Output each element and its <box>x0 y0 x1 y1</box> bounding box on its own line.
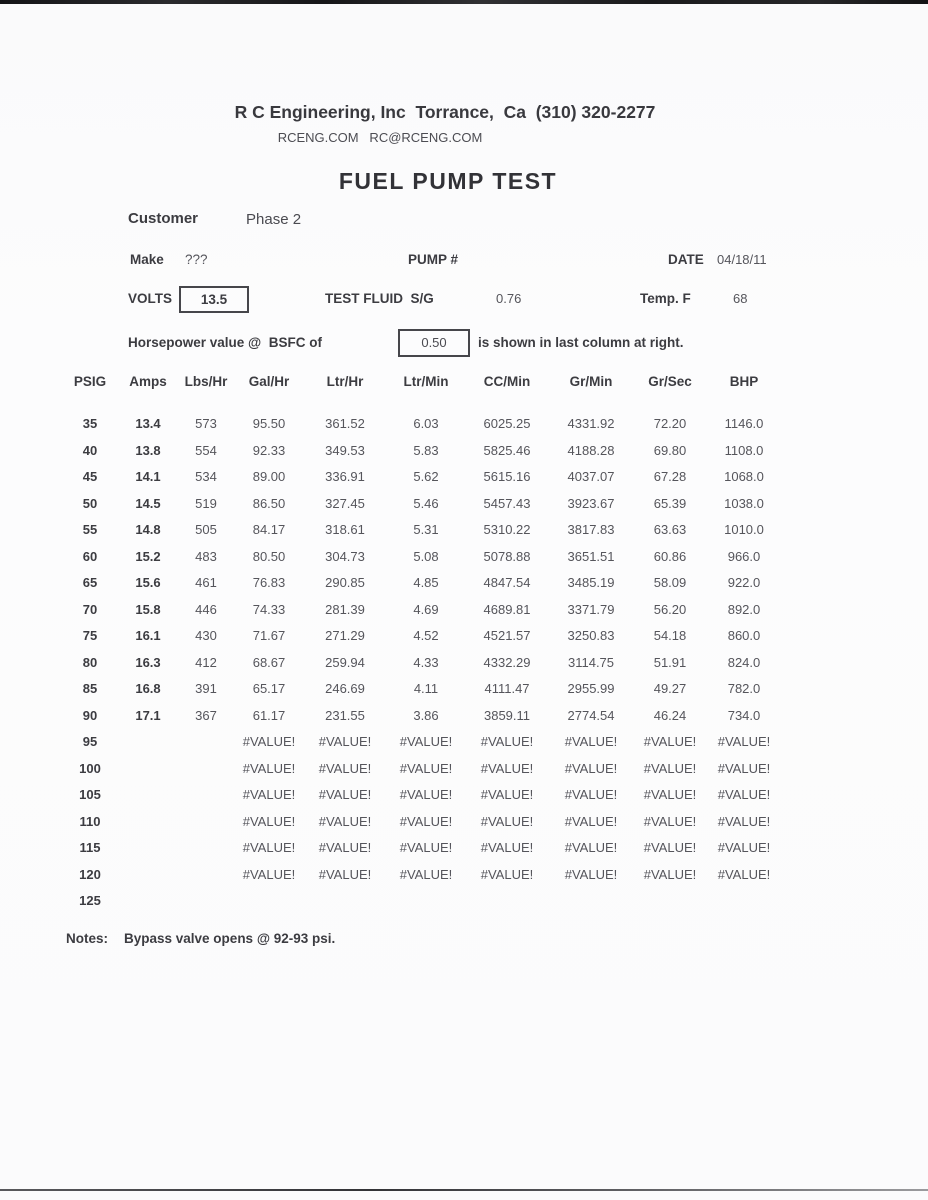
bsfc-value-box <box>398 329 470 357</box>
column-header-ltr-hr: Ltr/Hr <box>326 374 364 389</box>
table-cell: 5825.46 <box>483 442 531 458</box>
date-label: DATE <box>668 252 704 267</box>
table-cell: #VALUE! <box>242 840 296 855</box>
table-cell <box>120 862 176 889</box>
table-cell <box>176 809 236 836</box>
table-cell: #VALUE! <box>717 866 771 882</box>
bsfc-value: 0.50 <box>421 335 447 350</box>
table-cell: 51.91 <box>653 654 687 670</box>
table-cell: 46.24 <box>653 707 687 723</box>
table-cell: 3923.67 <box>567 495 615 511</box>
table-cell: 100 <box>79 760 101 776</box>
table-cell: #VALUE! <box>643 787 697 802</box>
table-cell: 5310.22 <box>483 522 531 537</box>
column-header-bhp: BHP <box>729 374 759 389</box>
table-cell: 13.4 <box>135 416 161 431</box>
table-cell: 824.0 <box>727 654 761 670</box>
table-cell: 4037.07 <box>567 469 615 484</box>
column-header-gal-hr: Gal/Hr <box>248 374 290 389</box>
table-cell <box>120 729 176 756</box>
table-cell: 430 <box>195 628 217 643</box>
table-cell: 95.50 <box>252 416 286 431</box>
table-cell: 1068.0 <box>724 469 764 484</box>
table-row <box>60 888 780 915</box>
volts-value: 13.5 <box>200 292 228 307</box>
table-cell: 90 <box>82 707 98 723</box>
table-cell: 16.1 <box>135 628 161 643</box>
table-cell: 120 <box>79 866 101 882</box>
table-cell: 1108.0 <box>724 442 764 458</box>
temp-value: 68 <box>733 291 748 306</box>
table-cell: 554 <box>195 442 217 458</box>
table-cell: #VALUE! <box>318 760 372 776</box>
table-cell: 3651.51 <box>567 548 615 564</box>
table-cell <box>176 888 236 915</box>
table-cell: 860.0 <box>727 628 761 643</box>
table-cell: #VALUE! <box>564 787 618 802</box>
test-fluid-label: TEST FLUID S/G <box>325 291 434 306</box>
table-cell: 391 <box>195 681 217 696</box>
table-cell: 2955.99 <box>567 681 615 696</box>
table-cell: 5.46 <box>413 495 439 511</box>
column-header-gr-min: Gr/Min <box>569 374 613 389</box>
column-header-ltr-min: Ltr/Min <box>403 374 449 389</box>
table-cell: #VALUE! <box>480 734 534 749</box>
table-cell: 412 <box>195 654 217 670</box>
table-cell: #VALUE! <box>318 734 372 749</box>
table-cell: 4188.28 <box>567 442 615 458</box>
table-row <box>60 464 780 491</box>
table-cell: 15.6 <box>135 575 161 590</box>
make-label: Make <box>130 252 164 267</box>
table-cell: 304.73 <box>325 548 365 564</box>
table-cell: #VALUE! <box>643 840 697 855</box>
bsfc-prefix-label: Horsepower value @ BSFC of <box>128 335 322 350</box>
table-header-row <box>60 372 780 411</box>
table-cell: 4.85 <box>413 575 439 590</box>
table-cell: #VALUE! <box>564 813 618 829</box>
table-cell: 89.00 <box>252 469 286 484</box>
table-cell: 519 <box>195 495 217 511</box>
table-cell: #VALUE! <box>480 760 534 776</box>
table-cell: 734.0 <box>727 707 761 723</box>
bsfc-suffix-label: is shown in last column at right. <box>478 335 684 350</box>
table-row <box>60 703 780 730</box>
table-cell: #VALUE! <box>399 760 453 776</box>
table-cell: #VALUE! <box>399 866 453 882</box>
table-cell: 16.8 <box>135 681 161 696</box>
table-cell: #VALUE! <box>480 866 534 882</box>
make-value: ??? <box>185 252 208 267</box>
table-cell <box>120 782 176 809</box>
table-cell: 5078.88 <box>483 548 531 564</box>
table-cell: #VALUE! <box>717 734 771 749</box>
table-cell: #VALUE! <box>399 813 453 829</box>
table-cell: 35 <box>82 416 98 431</box>
table-cell: 259.94 <box>325 654 365 670</box>
table-cell: 125 <box>79 893 101 908</box>
table-cell: 2774.54 <box>567 707 615 723</box>
table-cell: 76.83 <box>252 575 286 590</box>
table-cell: 71.67 <box>252 628 286 643</box>
table-cell: #VALUE! <box>480 813 534 829</box>
table-cell: 3371.79 <box>567 601 615 617</box>
table-cell: 85 <box>82 681 98 696</box>
table-cell: 45 <box>82 469 98 484</box>
scan-artifact-bottom-edge <box>0 1189 928 1191</box>
table-cell: 4689.81 <box>483 601 531 617</box>
table-cell <box>176 782 236 809</box>
table-cell: 56.20 <box>653 601 687 617</box>
table-row <box>60 597 780 624</box>
table-cell: 3485.19 <box>567 575 615 590</box>
volts-label: VOLTS <box>128 291 173 306</box>
table-cell: 5.62 <box>413 469 439 484</box>
table-cell: 5457.43 <box>483 495 531 511</box>
table-row <box>60 491 780 518</box>
table-cell: 14.8 <box>135 522 161 537</box>
table-cell: #VALUE! <box>480 840 534 855</box>
table-cell <box>120 756 176 783</box>
table-cell: #VALUE! <box>717 840 771 855</box>
table-cell <box>388 888 464 915</box>
table-row <box>60 517 780 544</box>
table-cell: #VALUE! <box>399 840 453 855</box>
date-value: 04/18/11 <box>717 252 767 267</box>
table-cell: 892.0 <box>727 601 761 617</box>
company-header: R C Engineering, Inc Torrance, Ca (310) 320-2277 <box>234 102 656 122</box>
table-cell: #VALUE! <box>717 760 771 776</box>
table-cell: #VALUE! <box>717 787 771 802</box>
table-cell: 110 <box>79 813 101 829</box>
table-cell: 70 <box>82 601 98 617</box>
table-cell <box>120 888 176 915</box>
table-cell: 84.17 <box>252 522 286 537</box>
table-cell: #VALUE! <box>242 760 296 776</box>
results-table <box>60 372 780 915</box>
column-header-lbs-hr: Lbs/Hr <box>184 374 228 389</box>
scan-artifact-top-edge <box>0 0 928 4</box>
table-cell: 1146.0 <box>724 416 764 431</box>
table-cell: 922.0 <box>727 575 761 590</box>
table-cell: 105 <box>79 787 101 802</box>
table-cell: 95 <box>82 734 98 749</box>
table-cell: 80 <box>82 654 98 670</box>
table-cell: 60 <box>82 548 98 564</box>
table-cell: #VALUE! <box>480 787 534 802</box>
table-cell: 72.20 <box>653 416 687 431</box>
table-row <box>60 676 780 703</box>
table-cell: 336.91 <box>325 469 365 484</box>
table-cell: #VALUE! <box>242 787 296 802</box>
table-cell: 58.09 <box>653 575 687 590</box>
table-cell: 349.53 <box>325 442 365 458</box>
table-cell: #VALUE! <box>399 734 453 749</box>
table-cell: 966.0 <box>727 548 761 564</box>
table-cell: #VALUE! <box>643 760 697 776</box>
table-cell: 65 <box>82 575 98 590</box>
table-cell <box>236 888 302 915</box>
customer-value: Phase 2 <box>246 211 302 228</box>
table-cell <box>302 888 388 915</box>
table-row <box>60 650 780 677</box>
table-cell <box>550 888 632 915</box>
table-cell: 290.85 <box>325 575 365 590</box>
table-row <box>60 570 780 597</box>
table-cell: 16.3 <box>135 654 161 670</box>
table-cell: 4.52 <box>413 628 439 643</box>
table-cell: 14.5 <box>135 495 161 511</box>
table-cell: 60.86 <box>653 548 687 564</box>
table-cell: 446 <box>195 601 217 617</box>
table-cell: 3859.11 <box>483 707 531 723</box>
table-cell: 782.0 <box>727 681 761 696</box>
notes-text: Bypass valve opens @ 92-93 psi. <box>124 931 336 946</box>
table-row <box>60 411 780 438</box>
table-cell: 6025.25 <box>483 416 531 431</box>
table-cell: #VALUE! <box>318 866 372 882</box>
table-cell: 17.1 <box>135 707 161 723</box>
table-cell: 1038.0 <box>724 495 764 511</box>
table-cell: 86.50 <box>252 495 286 511</box>
table-cell: 65.17 <box>252 681 286 696</box>
table-cell: 4331.92 <box>567 416 615 431</box>
table-cell: 1010.0 <box>724 522 764 537</box>
table-cell: 61.17 <box>252 707 286 723</box>
table-row <box>60 438 780 465</box>
table-cell: #VALUE! <box>242 813 296 829</box>
table-row <box>60 809 780 836</box>
table-row <box>60 623 780 650</box>
table-cell: 4.11 <box>413 681 439 696</box>
table-cell <box>632 888 708 915</box>
table-cell: #VALUE! <box>564 840 618 855</box>
table-cell: 3250.83 <box>567 628 615 643</box>
table-cell <box>176 835 236 862</box>
table-cell: 5.08 <box>413 548 439 564</box>
table-row <box>60 756 780 783</box>
table-cell: 115 <box>79 840 101 855</box>
table-row <box>60 729 780 756</box>
table-cell: #VALUE! <box>564 866 618 882</box>
temp-label: Temp. F <box>640 291 691 306</box>
table-cell: 80.50 <box>252 548 286 564</box>
test-fluid-value: 0.76 <box>496 291 522 306</box>
table-cell: 3114.75 <box>567 654 615 670</box>
table-cell: 534 <box>195 469 217 484</box>
table-cell: 67.28 <box>653 469 687 484</box>
table-cell: 69.80 <box>653 442 687 458</box>
table-cell <box>120 835 176 862</box>
notes-label: Notes: <box>66 931 109 946</box>
table-cell: 13.8 <box>135 442 161 458</box>
table-cell: 40 <box>82 442 98 458</box>
table-cell: 231.55 <box>325 707 365 723</box>
table-cell: #VALUE! <box>242 734 296 749</box>
table-cell: 461 <box>195 575 217 590</box>
table-cell: 65.39 <box>653 495 687 511</box>
table-cell: 246.69 <box>325 681 365 696</box>
table-cell: 271.29 <box>325 628 365 643</box>
pump-number-label: PUMP # <box>408 252 459 267</box>
table-cell: 15.8 <box>135 601 161 617</box>
table-cell: 281.39 <box>325 601 365 617</box>
table-cell: 3817.83 <box>567 522 615 537</box>
table-cell: 4332.29 <box>483 654 531 670</box>
table-row <box>60 782 780 809</box>
table-cell: #VALUE! <box>564 760 618 776</box>
column-header-cc-min: CC/Min <box>483 374 531 389</box>
table-cell: #VALUE! <box>318 840 372 855</box>
table-cell <box>176 862 236 889</box>
document-title: FUEL PUMP TEST <box>338 168 558 194</box>
table-cell: 483 <box>195 548 217 564</box>
table-cell <box>176 729 236 756</box>
table-cell <box>120 809 176 836</box>
table-cell: #VALUE! <box>564 734 618 749</box>
column-header-amps: Amps <box>129 374 167 389</box>
table-row <box>60 544 780 571</box>
table-cell: 63.63 <box>653 522 687 537</box>
table-cell: #VALUE! <box>643 866 697 882</box>
table-cell: 327.45 <box>325 495 365 511</box>
table-cell: 5615.16 <box>483 469 531 484</box>
table-cell <box>464 888 550 915</box>
table-cell: 4111.47 <box>484 681 530 696</box>
table-cell: 5.31 <box>413 522 439 537</box>
table-cell: 4847.54 <box>483 575 531 590</box>
table-cell: 14.1 <box>135 469 161 484</box>
table-cell: 4.69 <box>413 601 439 617</box>
table-cell <box>176 756 236 783</box>
column-header-psig: PSIG <box>73 374 107 389</box>
table-cell: 49.27 <box>653 681 687 696</box>
column-header-gr-sec: Gr/Sec <box>648 374 692 389</box>
table-cell: 68.67 <box>252 654 286 670</box>
table-cell <box>708 888 780 915</box>
table-cell: #VALUE! <box>318 813 372 829</box>
table-cell: 92.33 <box>252 442 286 458</box>
table-cell: 15.2 <box>135 548 161 564</box>
table-row <box>60 835 780 862</box>
table-cell: 6.03 <box>413 416 439 431</box>
table-row <box>60 862 780 889</box>
table-cell: 318.61 <box>325 522 365 537</box>
table-cell: #VALUE! <box>318 787 372 802</box>
table-cell: 55 <box>82 522 98 537</box>
table-cell: 54.18 <box>653 628 687 643</box>
table-cell: 4521.57 <box>483 628 531 643</box>
table-cell: #VALUE! <box>242 866 296 882</box>
table-cell: #VALUE! <box>399 787 453 802</box>
customer-label: Customer <box>128 210 199 227</box>
table-cell: 505 <box>195 522 217 537</box>
table-cell: 5.83 <box>413 442 439 458</box>
table-cell: 4.33 <box>413 654 439 670</box>
table-cell: 3.86 <box>413 707 439 723</box>
table-cell: #VALUE! <box>717 813 771 829</box>
table-cell: 74.33 <box>252 601 286 617</box>
table-cell: 50 <box>82 495 98 511</box>
table-cell: 361.52 <box>325 416 365 431</box>
table-cell: 573 <box>195 416 217 431</box>
table-cell: #VALUE! <box>643 734 697 749</box>
table-cell: 367 <box>195 707 217 723</box>
table-cell: #VALUE! <box>643 813 697 829</box>
company-contact: RCENG.COM RC@RCENG.COM <box>277 130 483 145</box>
table-cell: 75 <box>82 628 98 643</box>
volts-value-box <box>179 286 249 313</box>
